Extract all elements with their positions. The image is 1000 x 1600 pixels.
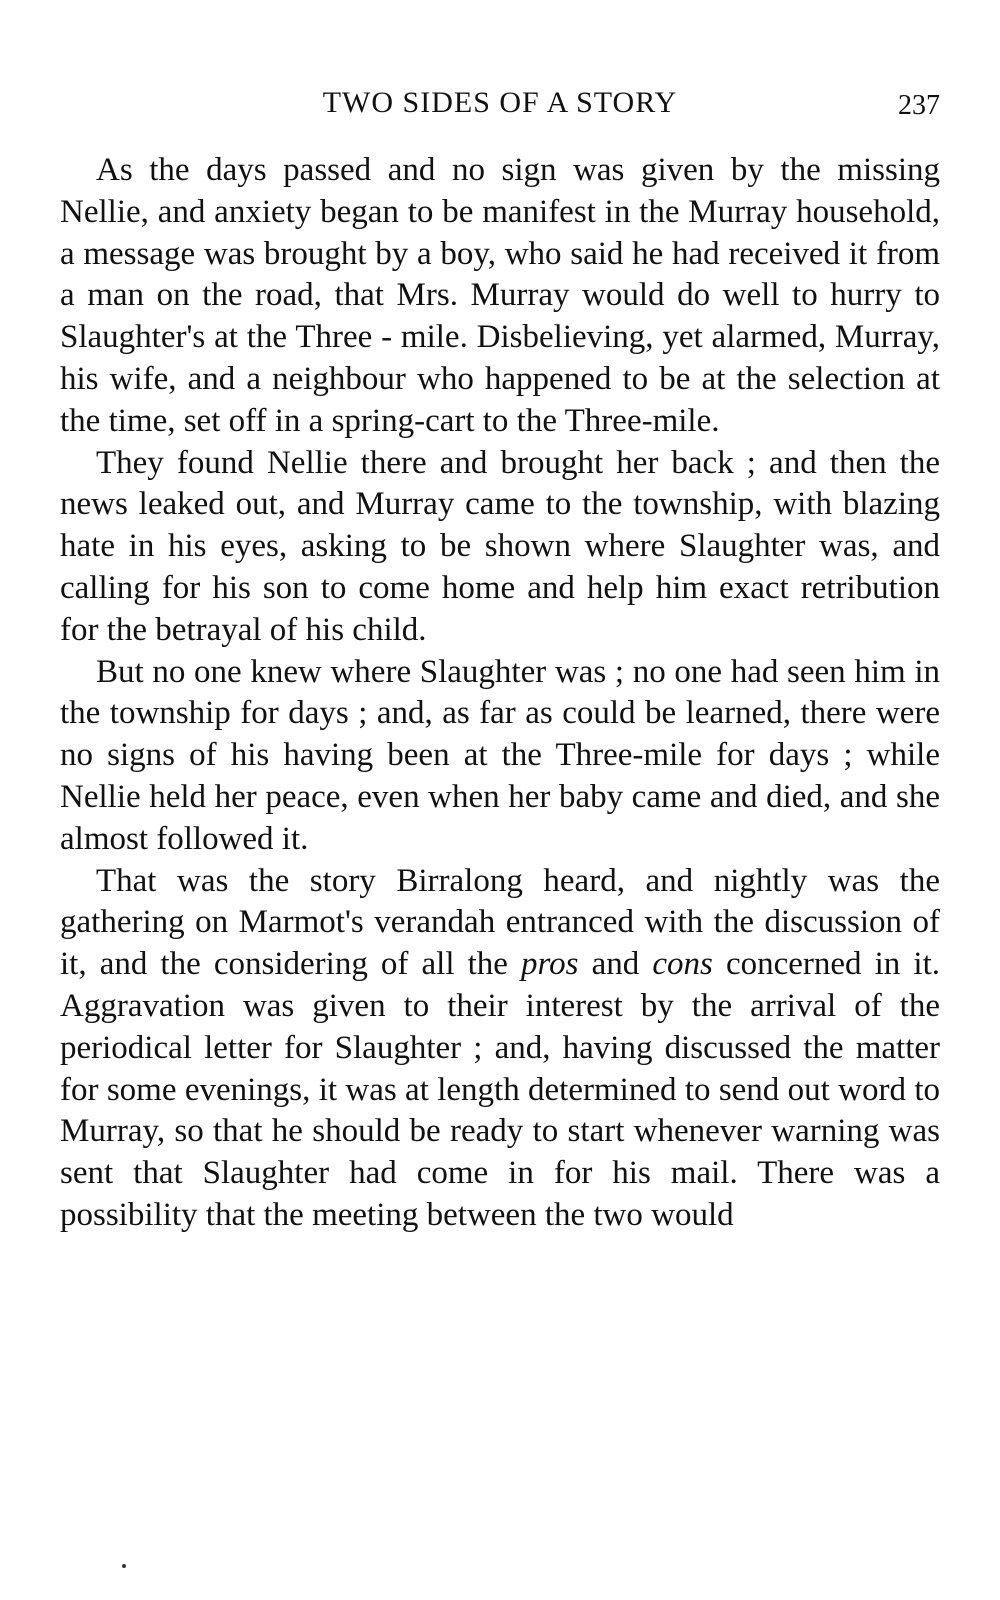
paragraph-1: As the days passed and no sign was given by the missing Nellie, and anxiety began to be manifest in the Murray household, a message was brought by a boy, who said he had received it from a man on the road, that Mrs. Murray would do well to hurry to Slaughter's at the Three - mile. Disbelieving, yet alarmed, Murray, his wife, and a neighbour who happened to be at the selection at the time, set off in a spring-cart to the Three-mile.: [60, 152, 940, 439]
paragraph-4: [60, 861, 940, 1237]
body-text: [60, 150, 940, 1237]
page-number: 237: [898, 90, 940, 121]
italic-pros: pros: [521, 946, 579, 983]
paragraph-4-text: concerned in it. Aggravation was given to their interest by the arrival of the periodical letter for Slaughter ; and, having discussed the matter for some evenings, it was at length determined to send out word to Murray, so that he should be ready to start whenever warning was sent that Slaughter had come in for his mail. There was a possibility that the meeting between the two would: [60, 946, 940, 1233]
paragraph-4-text: and: [578, 946, 653, 983]
paragraph-4-text: That was the story Birralong heard, and nightly was the gathering on Marmot's verandah entranced with the discussion of it, and the considering of all the: [60, 862, 940, 983]
running-head: [60, 86, 940, 126]
print-speck: [122, 1564, 126, 1568]
italic-cons: cons: [652, 946, 713, 983]
paragraph-3: But no one knew where Slaughter was ; no one had seen him in the township for days ; and, as far as could be learned, there were no signs of his having been at the Three-mile for days ; while Nellie held her peace, even when her baby came and died, and she almost followed it.: [60, 653, 940, 857]
paragraph-2: They found Nellie there and brought her back ; and then the news leaked out, and Murray came to the township, with blazing hate in his eyes, asking to be shown where Slaughter was, and calling for his son to come home and help him exact retribution for the betrayal of his child.: [60, 444, 940, 648]
running-title: TWO SIDES OF A STORY: [322, 86, 678, 119]
